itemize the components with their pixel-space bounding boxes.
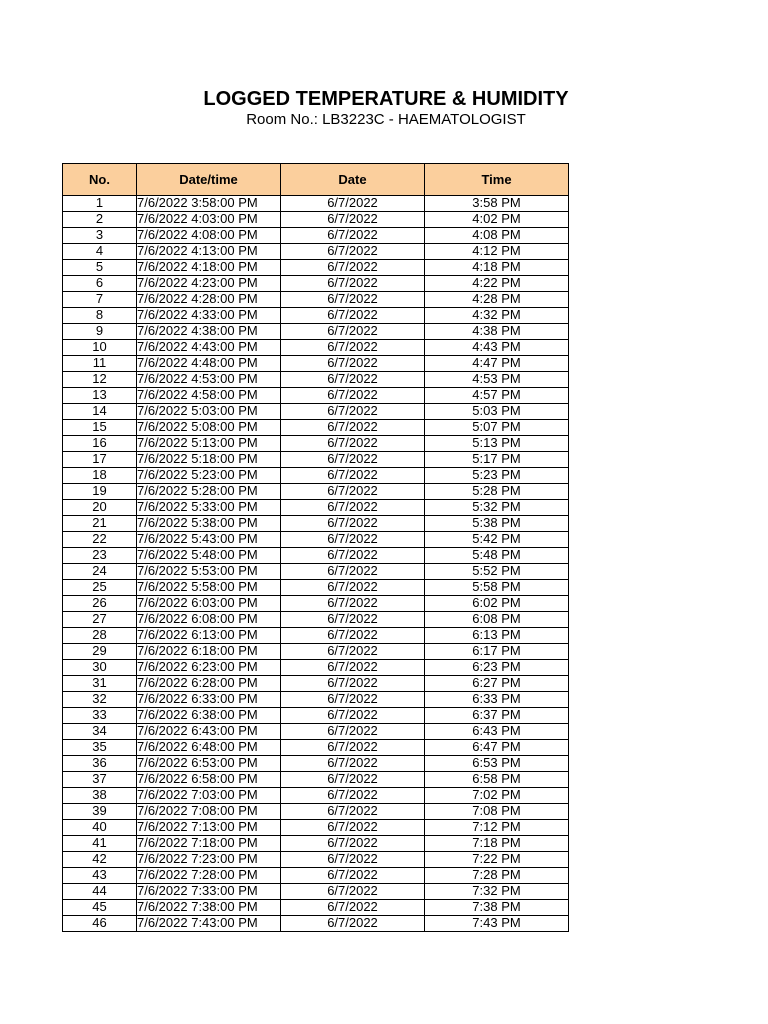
cell-no: 38 xyxy=(63,788,137,804)
cell-date: 6/7/2022 xyxy=(281,644,425,660)
cell-date: 6/7/2022 xyxy=(281,580,425,596)
cell-datetime: 7/6/2022 7:13:00 PM xyxy=(137,820,281,836)
table-row xyxy=(63,660,569,676)
table-row xyxy=(63,596,569,612)
cell-date: 6/7/2022 xyxy=(281,564,425,580)
cell-date: 6/7/2022 xyxy=(281,548,425,564)
cell-datetime: 7/6/2022 4:08:00 PM xyxy=(137,228,281,244)
cell-time: 6:13 PM xyxy=(425,628,569,644)
cell-time: 5:13 PM xyxy=(425,436,569,452)
cell-no: 15 xyxy=(63,420,137,436)
cell-date: 6/7/2022 xyxy=(281,516,425,532)
cell-no: 37 xyxy=(63,772,137,788)
cell-datetime: 7/6/2022 6:38:00 PM xyxy=(137,708,281,724)
cell-date: 6/7/2022 xyxy=(281,724,425,740)
cell-datetime: 7/6/2022 5:53:00 PM xyxy=(137,564,281,580)
cell-datetime: 7/6/2022 4:23:00 PM xyxy=(137,276,281,292)
cell-time: 7:43 PM xyxy=(425,916,569,932)
cell-datetime: 7/6/2022 5:13:00 PM xyxy=(137,436,281,452)
table-row xyxy=(63,532,569,548)
cell-datetime: 7/6/2022 4:28:00 PM xyxy=(137,292,281,308)
table-row xyxy=(63,804,569,820)
table-row xyxy=(63,692,569,708)
table-row xyxy=(63,276,569,292)
table-row xyxy=(63,420,569,436)
cell-time: 6:23 PM xyxy=(425,660,569,676)
table-row xyxy=(63,868,569,884)
cell-date: 6/7/2022 xyxy=(281,740,425,756)
cell-no: 5 xyxy=(63,260,137,276)
table-row xyxy=(63,244,569,260)
cell-time: 5:48 PM xyxy=(425,548,569,564)
cell-date: 6/7/2022 xyxy=(281,244,425,260)
cell-datetime: 7/6/2022 6:28:00 PM xyxy=(137,676,281,692)
cell-date: 6/7/2022 xyxy=(281,468,425,484)
cell-no: 12 xyxy=(63,372,137,388)
cell-datetime: 7/6/2022 6:03:00 PM xyxy=(137,596,281,612)
cell-date: 6/7/2022 xyxy=(281,436,425,452)
cell-no: 7 xyxy=(63,292,137,308)
cell-no: 40 xyxy=(63,820,137,836)
cell-time: 5:32 PM xyxy=(425,500,569,516)
table-row xyxy=(63,916,569,932)
cell-no: 45 xyxy=(63,900,137,916)
cell-no: 14 xyxy=(63,404,137,420)
cell-time: 4:38 PM xyxy=(425,324,569,340)
cell-datetime: 7/6/2022 5:33:00 PM xyxy=(137,500,281,516)
table-row xyxy=(63,308,569,324)
table-row xyxy=(63,820,569,836)
cell-time: 7:02 PM xyxy=(425,788,569,804)
table-row xyxy=(63,452,569,468)
cell-date: 6/7/2022 xyxy=(281,212,425,228)
cell-no: 31 xyxy=(63,676,137,692)
cell-no: 39 xyxy=(63,804,137,820)
cell-no: 32 xyxy=(63,692,137,708)
cell-no: 17 xyxy=(63,452,137,468)
cell-datetime: 7/6/2022 7:03:00 PM xyxy=(137,788,281,804)
cell-datetime: 7/6/2022 7:18:00 PM xyxy=(137,836,281,852)
cell-no: 18 xyxy=(63,468,137,484)
cell-date: 6/7/2022 xyxy=(281,900,425,916)
cell-time: 7:38 PM xyxy=(425,900,569,916)
table-row xyxy=(63,852,569,868)
cell-datetime: 7/6/2022 7:08:00 PM xyxy=(137,804,281,820)
cell-time: 5:03 PM xyxy=(425,404,569,420)
table-row xyxy=(63,196,569,212)
cell-datetime: 7/6/2022 6:43:00 PM xyxy=(137,724,281,740)
cell-date: 6/7/2022 xyxy=(281,420,425,436)
cell-date: 6/7/2022 xyxy=(281,756,425,772)
cell-date: 6/7/2022 xyxy=(281,340,425,356)
cell-time: 4:18 PM xyxy=(425,260,569,276)
cell-no: 21 xyxy=(63,516,137,532)
cell-no: 26 xyxy=(63,596,137,612)
cell-date: 6/7/2022 xyxy=(281,852,425,868)
cell-no: 13 xyxy=(63,388,137,404)
cell-time: 3:58 PM xyxy=(425,196,569,212)
cell-date: 6/7/2022 xyxy=(281,788,425,804)
table-row xyxy=(63,324,569,340)
cell-datetime: 7/6/2022 6:48:00 PM xyxy=(137,740,281,756)
cell-date: 6/7/2022 xyxy=(281,276,425,292)
column-header-datetime: Date/time xyxy=(137,164,281,196)
cell-no: 2 xyxy=(63,212,137,228)
cell-no: 36 xyxy=(63,756,137,772)
cell-no: 1 xyxy=(63,196,137,212)
cell-datetime: 7/6/2022 7:43:00 PM xyxy=(137,916,281,932)
cell-time: 6:47 PM xyxy=(425,740,569,756)
cell-date: 6/7/2022 xyxy=(281,804,425,820)
cell-date: 6/7/2022 xyxy=(281,868,425,884)
cell-time: 6:02 PM xyxy=(425,596,569,612)
cell-time: 7:22 PM xyxy=(425,852,569,868)
cell-date: 6/7/2022 xyxy=(281,308,425,324)
page-title: LOGGED TEMPERATURE & HUMIDITY xyxy=(203,88,569,110)
cell-no: 30 xyxy=(63,660,137,676)
cell-datetime: 7/6/2022 5:08:00 PM xyxy=(137,420,281,436)
cell-datetime: 7/6/2022 4:38:00 PM xyxy=(137,324,281,340)
cell-no: 43 xyxy=(63,868,137,884)
column-header-time: Time xyxy=(425,164,569,196)
cell-time: 7:32 PM xyxy=(425,884,569,900)
cell-time: 6:27 PM xyxy=(425,676,569,692)
table-row xyxy=(63,644,569,660)
log-table xyxy=(62,163,569,932)
cell-time: 6:33 PM xyxy=(425,692,569,708)
table-row xyxy=(63,676,569,692)
table-row xyxy=(63,628,569,644)
cell-no: 28 xyxy=(63,628,137,644)
table-row xyxy=(63,756,569,772)
cell-datetime: 7/6/2022 6:53:00 PM xyxy=(137,756,281,772)
table-row xyxy=(63,372,569,388)
cell-date: 6/7/2022 xyxy=(281,660,425,676)
cell-no: 27 xyxy=(63,612,137,628)
cell-no: 25 xyxy=(63,580,137,596)
table-row xyxy=(63,548,569,564)
cell-time: 4:28 PM xyxy=(425,292,569,308)
cell-datetime: 7/6/2022 7:33:00 PM xyxy=(137,884,281,900)
cell-datetime: 7/6/2022 6:08:00 PM xyxy=(137,612,281,628)
cell-datetime: 7/6/2022 5:48:00 PM xyxy=(137,548,281,564)
table-row xyxy=(63,388,569,404)
cell-no: 29 xyxy=(63,644,137,660)
table-row xyxy=(63,260,569,276)
cell-no: 8 xyxy=(63,308,137,324)
cell-time: 4:47 PM xyxy=(425,356,569,372)
cell-datetime: 7/6/2022 6:23:00 PM xyxy=(137,660,281,676)
cell-no: 16 xyxy=(63,436,137,452)
cell-date: 6/7/2022 xyxy=(281,292,425,308)
cell-datetime: 7/6/2022 4:03:00 PM xyxy=(137,212,281,228)
cell-datetime: 7/6/2022 6:33:00 PM xyxy=(137,692,281,708)
cell-time: 5:42 PM xyxy=(425,532,569,548)
cell-datetime: 7/6/2022 6:13:00 PM xyxy=(137,628,281,644)
cell-datetime: 7/6/2022 5:18:00 PM xyxy=(137,452,281,468)
cell-time: 6:58 PM xyxy=(425,772,569,788)
cell-datetime: 7/6/2022 5:03:00 PM xyxy=(137,404,281,420)
cell-no: 3 xyxy=(63,228,137,244)
cell-date: 6/7/2022 xyxy=(281,612,425,628)
cell-no: 24 xyxy=(63,564,137,580)
cell-no: 23 xyxy=(63,548,137,564)
cell-no: 11 xyxy=(63,356,137,372)
cell-datetime: 7/6/2022 5:58:00 PM xyxy=(137,580,281,596)
table-row xyxy=(63,740,569,756)
cell-no: 22 xyxy=(63,532,137,548)
table-row xyxy=(63,580,569,596)
cell-date: 6/7/2022 xyxy=(281,628,425,644)
cell-date: 6/7/2022 xyxy=(281,484,425,500)
table-row xyxy=(63,212,569,228)
cell-no: 4 xyxy=(63,244,137,260)
table-row xyxy=(63,292,569,308)
cell-no: 33 xyxy=(63,708,137,724)
cell-date: 6/7/2022 xyxy=(281,676,425,692)
cell-no: 42 xyxy=(63,852,137,868)
table-row xyxy=(63,836,569,852)
cell-time: 5:38 PM xyxy=(425,516,569,532)
cell-time: 7:18 PM xyxy=(425,836,569,852)
cell-time: 4:08 PM xyxy=(425,228,569,244)
table-row xyxy=(63,612,569,628)
cell-time: 4:32 PM xyxy=(425,308,569,324)
table-row xyxy=(63,724,569,740)
cell-date: 6/7/2022 xyxy=(281,532,425,548)
cell-date: 6/7/2022 xyxy=(281,404,425,420)
table-row xyxy=(63,772,569,788)
table-row xyxy=(63,516,569,532)
cell-no: 9 xyxy=(63,324,137,340)
cell-datetime: 7/6/2022 4:58:00 PM xyxy=(137,388,281,404)
cell-date: 6/7/2022 xyxy=(281,820,425,836)
cell-no: 20 xyxy=(63,500,137,516)
cell-time: 6:43 PM xyxy=(425,724,569,740)
cell-time: 4:22 PM xyxy=(425,276,569,292)
cell-datetime: 7/6/2022 5:23:00 PM xyxy=(137,468,281,484)
cell-time: 5:17 PM xyxy=(425,452,569,468)
cell-datetime: 7/6/2022 7:38:00 PM xyxy=(137,900,281,916)
cell-time: 5:28 PM xyxy=(425,484,569,500)
cell-no: 6 xyxy=(63,276,137,292)
cell-time: 5:58 PM xyxy=(425,580,569,596)
cell-time: 6:37 PM xyxy=(425,708,569,724)
cell-date: 6/7/2022 xyxy=(281,356,425,372)
cell-date: 6/7/2022 xyxy=(281,452,425,468)
cell-date: 6/7/2022 xyxy=(281,372,425,388)
column-header-no: No. xyxy=(63,164,137,196)
cell-date: 6/7/2022 xyxy=(281,916,425,932)
table-row xyxy=(63,356,569,372)
cell-datetime: 7/6/2022 7:28:00 PM xyxy=(137,868,281,884)
cell-time: 4:02 PM xyxy=(425,212,569,228)
cell-datetime: 7/6/2022 4:48:00 PM xyxy=(137,356,281,372)
cell-datetime: 7/6/2022 5:38:00 PM xyxy=(137,516,281,532)
cell-date: 6/7/2022 xyxy=(281,388,425,404)
cell-date: 6/7/2022 xyxy=(281,772,425,788)
cell-time: 5:07 PM xyxy=(425,420,569,436)
cell-date: 6/7/2022 xyxy=(281,196,425,212)
table-row xyxy=(63,436,569,452)
cell-datetime: 7/6/2022 7:23:00 PM xyxy=(137,852,281,868)
cell-datetime: 7/6/2022 3:58:00 PM xyxy=(137,196,281,212)
cell-time: 5:23 PM xyxy=(425,468,569,484)
table-row xyxy=(63,340,569,356)
cell-time: 6:53 PM xyxy=(425,756,569,772)
table-row xyxy=(63,884,569,900)
cell-date: 6/7/2022 xyxy=(281,884,425,900)
cell-datetime: 7/6/2022 4:43:00 PM xyxy=(137,340,281,356)
cell-date: 6/7/2022 xyxy=(281,500,425,516)
cell-no: 46 xyxy=(63,916,137,932)
page-subtitle: Room No.: LB3223C - HAEMATOLOGIST xyxy=(246,111,526,128)
cell-date: 6/7/2022 xyxy=(281,708,425,724)
cell-time: 7:28 PM xyxy=(425,868,569,884)
table-row xyxy=(63,500,569,516)
cell-no: 44 xyxy=(63,884,137,900)
cell-datetime: 7/6/2022 4:13:00 PM xyxy=(137,244,281,260)
cell-no: 34 xyxy=(63,724,137,740)
table-row xyxy=(63,484,569,500)
cell-time: 7:12 PM xyxy=(425,820,569,836)
cell-no: 10 xyxy=(63,340,137,356)
table-header-row xyxy=(63,164,569,196)
table-row xyxy=(63,564,569,580)
cell-no: 35 xyxy=(63,740,137,756)
cell-date: 6/7/2022 xyxy=(281,228,425,244)
cell-datetime: 7/6/2022 5:43:00 PM xyxy=(137,532,281,548)
table-row xyxy=(63,228,569,244)
cell-datetime: 7/6/2022 4:53:00 PM xyxy=(137,372,281,388)
cell-datetime: 7/6/2022 6:58:00 PM xyxy=(137,772,281,788)
cell-no: 19 xyxy=(63,484,137,500)
cell-datetime: 7/6/2022 6:18:00 PM xyxy=(137,644,281,660)
table-row xyxy=(63,788,569,804)
cell-no: 41 xyxy=(63,836,137,852)
table-row xyxy=(63,900,569,916)
cell-time: 6:08 PM xyxy=(425,612,569,628)
table-row xyxy=(63,404,569,420)
column-header-date: Date xyxy=(281,164,425,196)
cell-time: 4:57 PM xyxy=(425,388,569,404)
cell-time: 6:17 PM xyxy=(425,644,569,660)
cell-time: 4:53 PM xyxy=(425,372,569,388)
table-row xyxy=(63,468,569,484)
cell-datetime: 7/6/2022 4:18:00 PM xyxy=(137,260,281,276)
table-row xyxy=(63,708,569,724)
table-body xyxy=(63,196,569,932)
cell-date: 6/7/2022 xyxy=(281,596,425,612)
cell-date: 6/7/2022 xyxy=(281,260,425,276)
cell-date: 6/7/2022 xyxy=(281,836,425,852)
cell-time: 4:43 PM xyxy=(425,340,569,356)
cell-time: 4:12 PM xyxy=(425,244,569,260)
cell-time: 7:08 PM xyxy=(425,804,569,820)
cell-time: 5:52 PM xyxy=(425,564,569,580)
cell-date: 6/7/2022 xyxy=(281,324,425,340)
cell-datetime: 7/6/2022 5:28:00 PM xyxy=(137,484,281,500)
cell-date: 6/7/2022 xyxy=(281,692,425,708)
cell-datetime: 7/6/2022 4:33:00 PM xyxy=(137,308,281,324)
